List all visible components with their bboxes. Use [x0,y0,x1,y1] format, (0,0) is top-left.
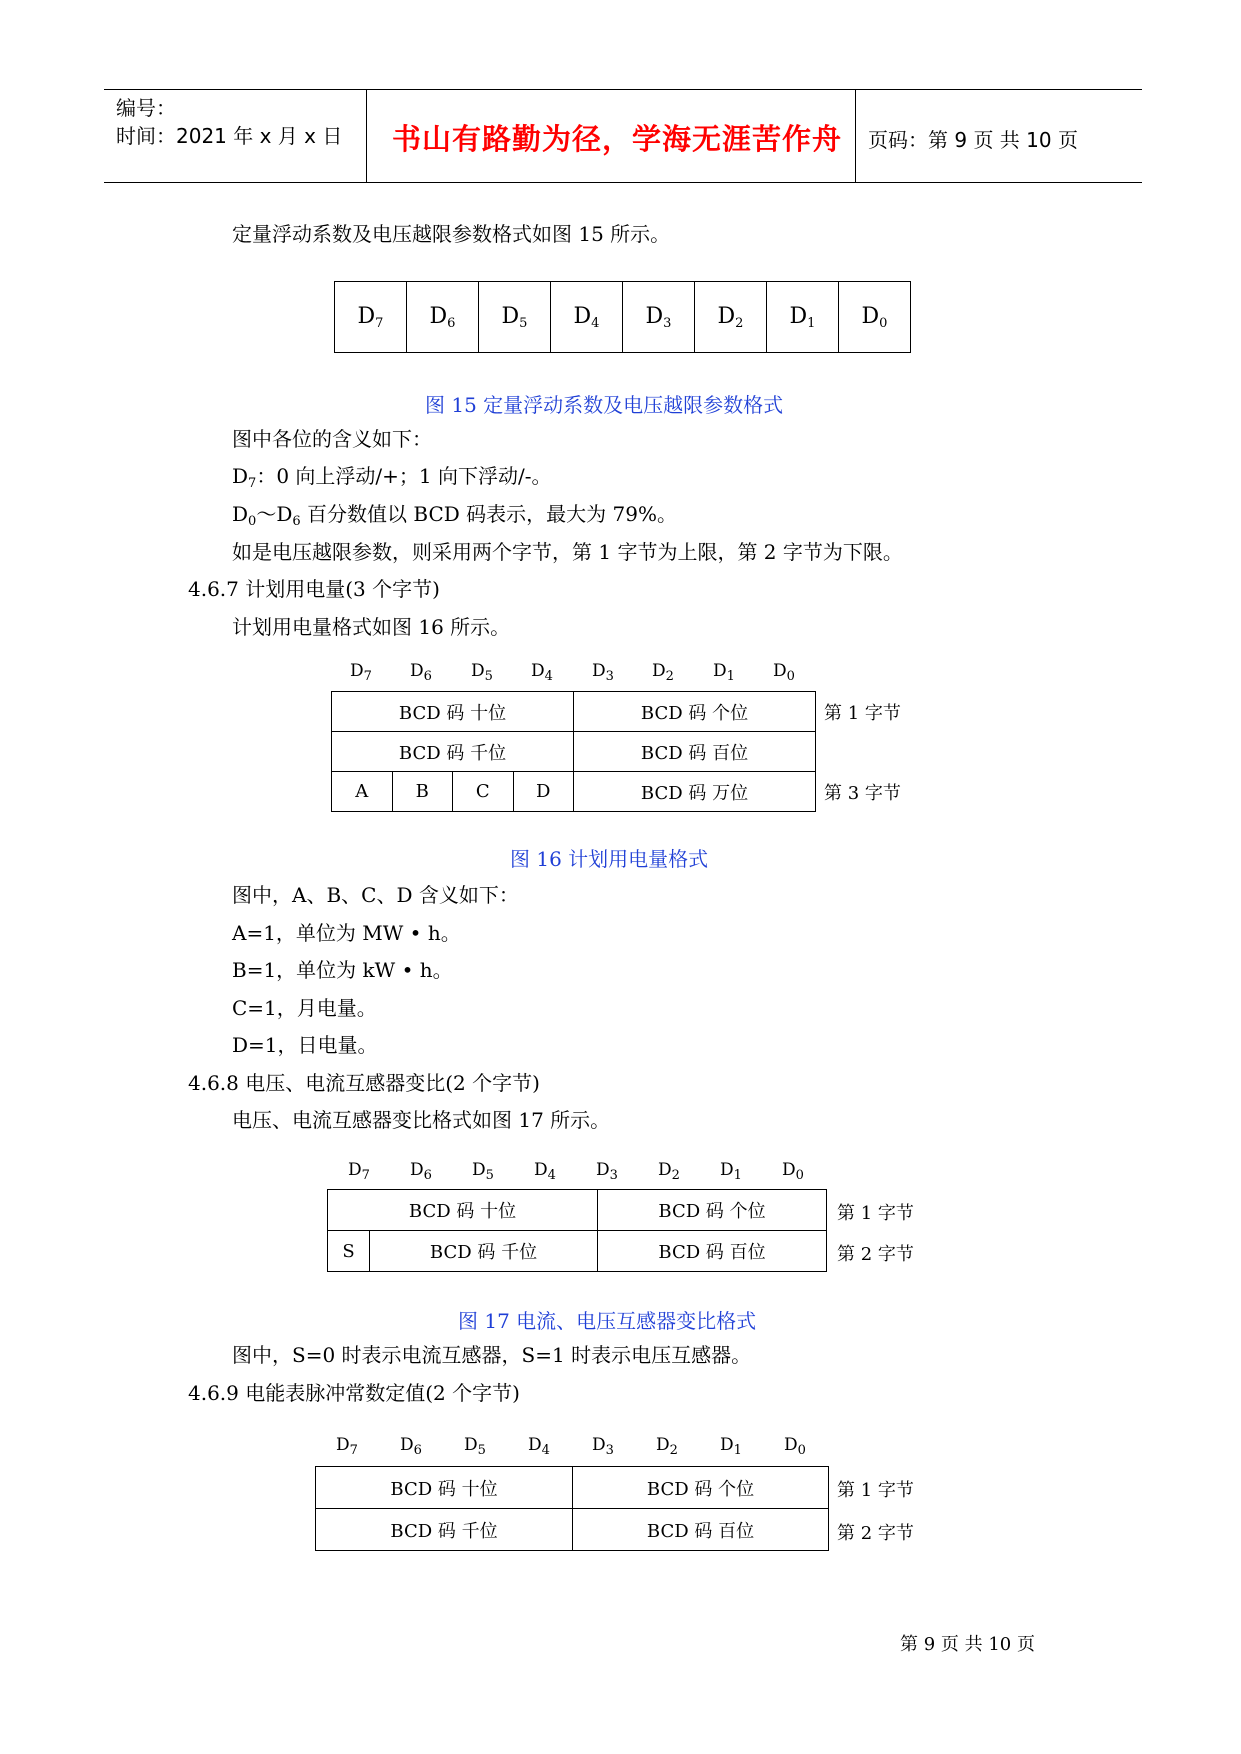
header-time-label: 时间：2021 年 x 月 x 日 [116,124,343,148]
bit-format-table [334,281,911,353]
notes-line: 图中，A、B、C、D 含义如下： [232,883,519,907]
header-divider [366,90,367,183]
table-cell: BCD 码 个位 [573,1467,829,1509]
notes-line: D=1，日电量。 [232,1033,378,1057]
notes-line: $D_7$：0 向上浮动/+；1 向下浮动/-。 [232,464,552,491]
table-cell: BCD 码 个位 [598,1190,827,1231]
bit-cell: $D_7$ [335,282,407,353]
notes-line: A=1，单位为 MW • h。 [232,921,461,945]
figure-caption: 图 15 定量浮动系数及电压越限参数格式 [425,393,784,417]
bit-header-row: $D_7$ $D_6$ $D_5$ $D_4$ $D_3$ $D_2$ $D_1$ $D_0$ [348,1160,804,1183]
header-page-label: 页码：第 9 页 共 10 页 [868,128,1078,152]
table-cell: BCD 码 十位 [316,1467,573,1509]
table-cell: BCD 码 千位 [370,1231,598,1272]
section-heading: 4.6.7 计划用电量(3 个字节) [188,577,440,601]
header-top-rule [104,89,1142,90]
table-cell: S [328,1231,370,1272]
table-cell: D [513,772,574,812]
bit-cell: $D_3$ [623,282,695,353]
fig18-table [315,1466,829,1551]
table-cell: C [453,772,514,812]
section-intro: 计划用电量格式如图 16 所示。 [232,615,511,639]
bit-cell: $D_5$ [479,282,551,353]
fig17-table [327,1189,827,1272]
notes-line: 如是电压越限参数，则采用两个字节，第 1 字节为上限，第 2 字节为下限。 [232,540,903,564]
figure-caption: 图 17 电流、电压互感器变比格式 [458,1309,757,1333]
fig16-table [331,691,816,812]
table-cell: BCD 码 百位 [573,1509,829,1551]
byte-label: 第 3 字节 [824,783,901,804]
notes-line-text: 百分数值以 BCD 码表示，最大为 79%。 [307,502,677,526]
bit-header-row: $D_7$ $D_6$ $D_5$ $D_4$ $D_3$ $D_2$ $D_1$ $D_0$ [350,661,795,684]
byte-label: 第 1 字节 [837,1203,914,1224]
notes-line: 图中各位的含义如下： [232,427,432,451]
header-divider [855,90,856,183]
byte-label: 第 1 字节 [824,703,901,724]
table-cell: BCD 码 个位 [574,692,816,732]
byte-label: 第 1 字节 [837,1480,914,1501]
table-cell: B [392,772,453,812]
byte-label: 第 2 字节 [837,1523,914,1544]
table-cell: BCD 码 千位 [316,1509,573,1551]
header-number-label: 编号： [116,96,176,120]
section-heading: 4.6.9 电能表脉冲常数定值(2 个字节) [188,1381,520,1405]
figure-caption: 图 16 计划用电量格式 [510,847,709,871]
intro-paragraph: 定量浮动系数及电压越限参数格式如图 15 所示。 [232,222,671,246]
bit-cell: $D_2$ [695,282,767,353]
notes-line: 图中，S=0 时表示电流互感器，S=1 时表示电压互感器。 [232,1343,752,1367]
notes-line-text: ：0 向上浮动/+；1 向下浮动/-。 [256,464,552,488]
header-motto: 书山有路勤为径，学海无涯苦作舟 [392,122,843,156]
header-bottom-rule [104,182,1142,183]
bit-cell: $D_4$ [551,282,623,353]
bit-header-row: $D_7$ $D_6$ $D_5$ $D_4$ $D_3$ $D_2$ $D_1$ $D_0$ [336,1435,806,1458]
bit-cell: $D_6$ [407,282,479,353]
table-cell: BCD 码 百位 [598,1231,827,1272]
table-cell: BCD 码 十位 [328,1190,598,1231]
section-heading: 4.6.8 电压、电流互感器变比(2 个字节) [188,1071,540,1095]
bit-cell: $D_1$ [767,282,839,353]
table-cell: BCD 码 十位 [332,692,574,732]
page-footer: 第 9 页 共 10 页 [900,1634,1035,1655]
bit-cell: $D_0$ [839,282,911,353]
table-cell: BCD 码 千位 [332,732,574,772]
notes-line: B=1，单位为 kW • h。 [232,958,453,982]
section-intro: 电压、电流互感器变比格式如图 17 所示。 [232,1108,611,1132]
notes-line: C=1，月电量。 [232,996,377,1020]
table-cell: A [332,772,393,812]
notes-line: $D_0\sim D_6$ 百分数值以 BCD 码表示，最大为 79%。 [232,502,677,529]
table-cell: BCD 码 百位 [574,732,816,772]
table-cell: BCD 码 万位 [574,772,816,812]
byte-label: 第 2 字节 [837,1244,914,1265]
